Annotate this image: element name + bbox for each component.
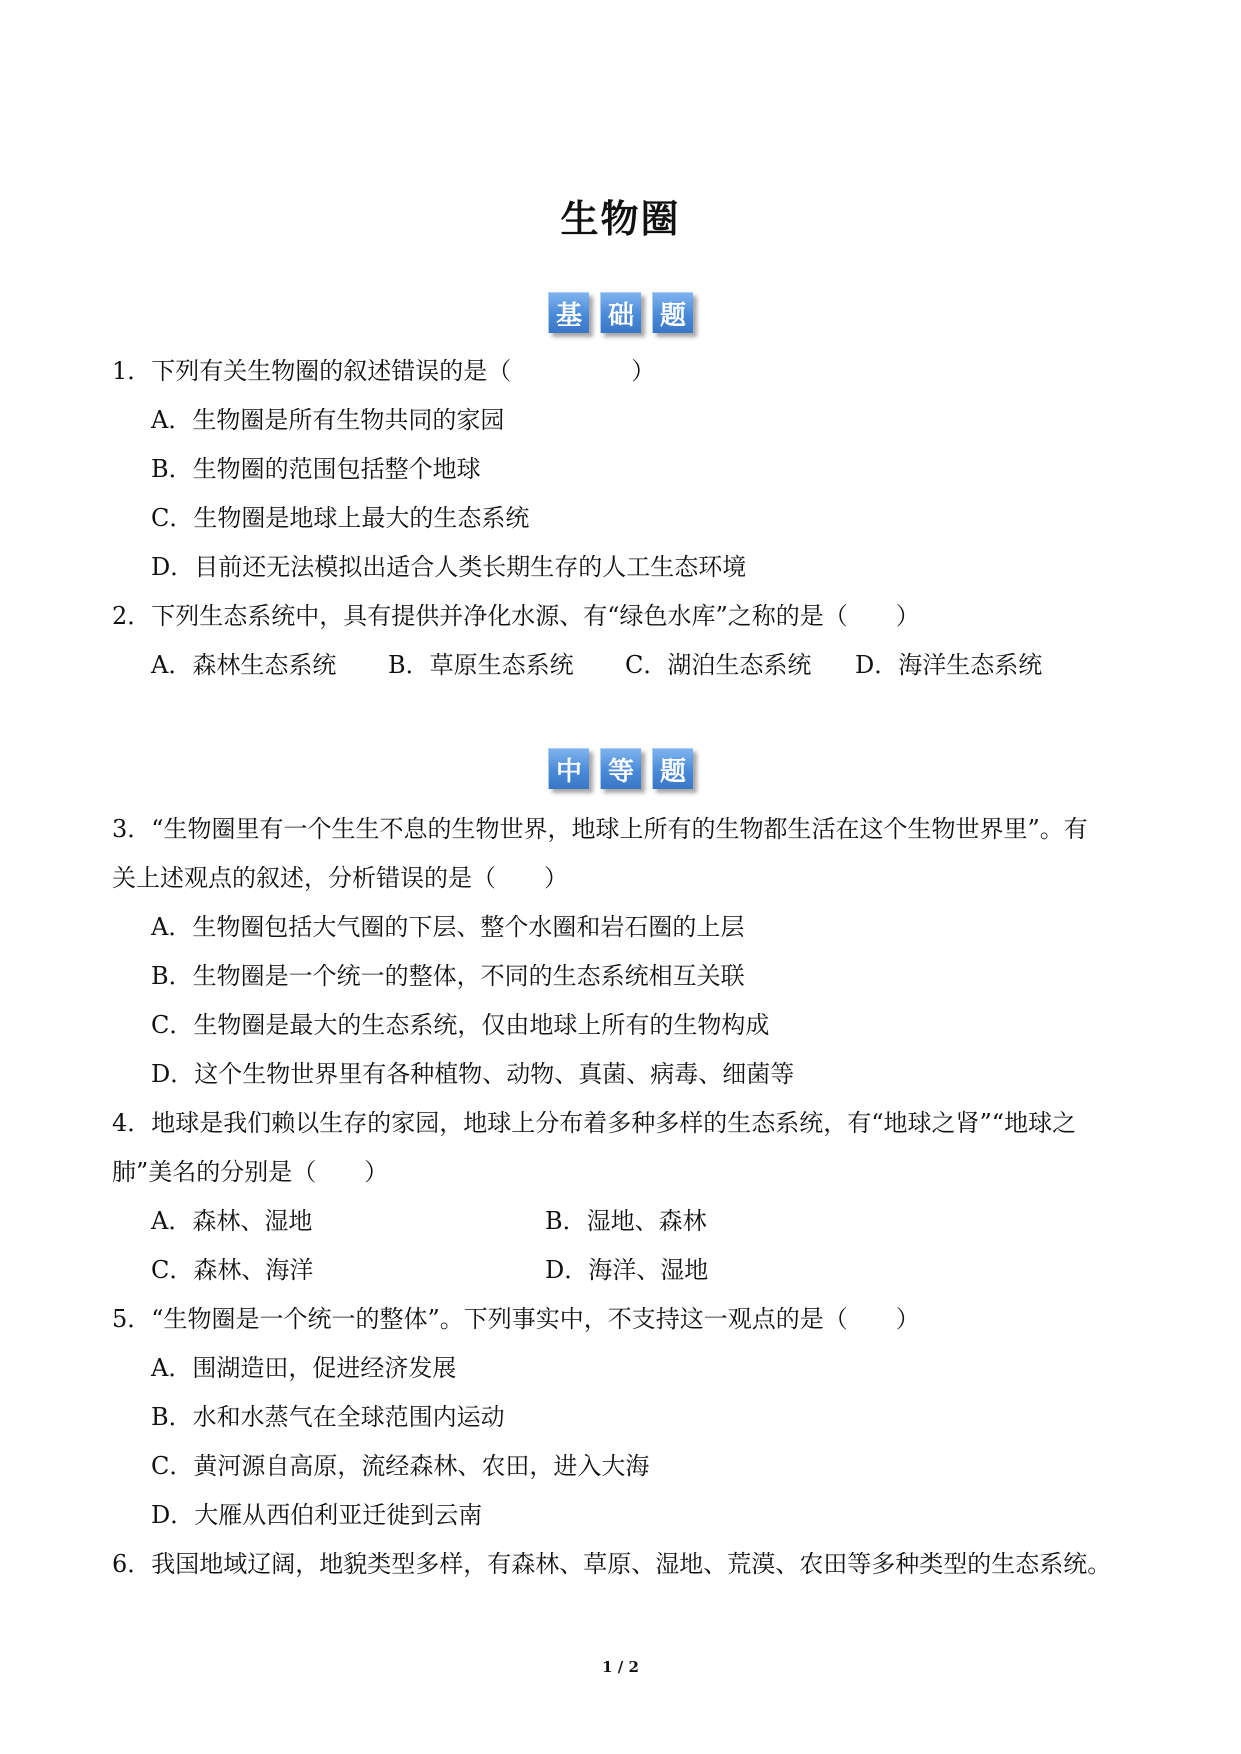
question-3-option-a: A．生物圈包括大气圈的下层、整个水圈和岩石圈的上层 bbox=[151, 913, 745, 941]
question-4-option-a: A．森林、湿地 bbox=[151, 1207, 313, 1235]
question-4-stem-line-2: 肺”美名的分别是（ ） bbox=[112, 1158, 389, 1186]
question-2-option-c: C．湖泊生态系统 bbox=[625, 651, 812, 679]
question-2-option-d: D．海洋生态系统 bbox=[855, 651, 1043, 679]
section-heading-medium bbox=[0, 748, 1241, 789]
question-1-option-b: B．生物圈的范围包括整个地球 bbox=[151, 455, 481, 483]
question-1-option-a: A．生物圈是所有生物共同的家园 bbox=[151, 406, 505, 434]
question-1-option-c: C．生物圈是地球上最大的生态系统 bbox=[151, 504, 530, 532]
question-5-option-d: D．大雁从西伯利亚迁徙到云南 bbox=[151, 1501, 483, 1529]
question-6-stem: 6．我国地域辽阔，地貌类型多样，有森林、草原、湿地、荒漠、农田等多种类型的生态系统。 bbox=[112, 1550, 1112, 1578]
question-4-stem-line-1: 4．地球是我们赖以生存的家园，地球上分布着多种多样的生态系统，有“地球之肾”“地球之 bbox=[112, 1109, 1077, 1137]
section-tile: 题 bbox=[652, 748, 693, 789]
section-tile: 基 bbox=[548, 292, 589, 333]
section-tile: 等 bbox=[600, 748, 641, 789]
question-5-stem: 5．“生物圈是一个统一的整体”。下列事实中，不支持这一观点的是（ ） bbox=[112, 1305, 920, 1333]
question-4-option-c: C．森林、海洋 bbox=[151, 1256, 314, 1284]
question-1-option-d: D．目前还无法模拟出适合人类长期生存的人工生态环境 bbox=[151, 553, 747, 581]
question-3-stem-line-1: 3．“生物圈里有一个生生不息的生物世界，地球上所有的生物都生活在这个生物世界里”。有 bbox=[112, 815, 1088, 843]
question-3-stem-line-2: 关上述观点的叙述，分析错误的是（ ） bbox=[112, 864, 568, 892]
page-number: 1 / 2 bbox=[602, 1658, 639, 1676]
section-heading-basic bbox=[0, 292, 1241, 333]
question-5-option-a: A．围湖造田，促进经济发展 bbox=[151, 1354, 457, 1382]
question-4-option-d: D．海洋、湿地 bbox=[545, 1256, 709, 1284]
question-5-option-c: C．黄河源自高原，流经森林、农田，进入大海 bbox=[151, 1452, 650, 1480]
section-tile: 中 bbox=[548, 748, 589, 789]
question-1-stem: 1．下列有关生物圈的叙述错误的是（ ） bbox=[112, 357, 656, 385]
question-2-option-b: B．草原生态系统 bbox=[388, 651, 574, 679]
question-2-stem: 2．下列生态系统中，具有提供并净化水源、有“绿色水库”之称的是（ ） bbox=[112, 602, 920, 630]
question-5-option-b: B．水和水蒸气在全球范围内运动 bbox=[151, 1403, 505, 1431]
question-4-option-b: B．湿地、森林 bbox=[545, 1207, 707, 1235]
question-3-option-b: B．生物圈是一个统一的整体，不同的生态系统相互关联 bbox=[151, 962, 745, 990]
question-2-option-a: A．森林生态系统 bbox=[151, 651, 337, 679]
question-3-option-c: C．生物圈是最大的生态系统，仅由地球上所有的生物构成 bbox=[151, 1011, 770, 1039]
section-tile: 础 bbox=[600, 292, 641, 333]
section-tile: 题 bbox=[652, 292, 693, 333]
question-3-option-d: D．这个生物世界里有各种植物、动物、真菌、病毒、细菌等 bbox=[151, 1060, 795, 1088]
page-title: 生物圈 bbox=[560, 197, 681, 241]
